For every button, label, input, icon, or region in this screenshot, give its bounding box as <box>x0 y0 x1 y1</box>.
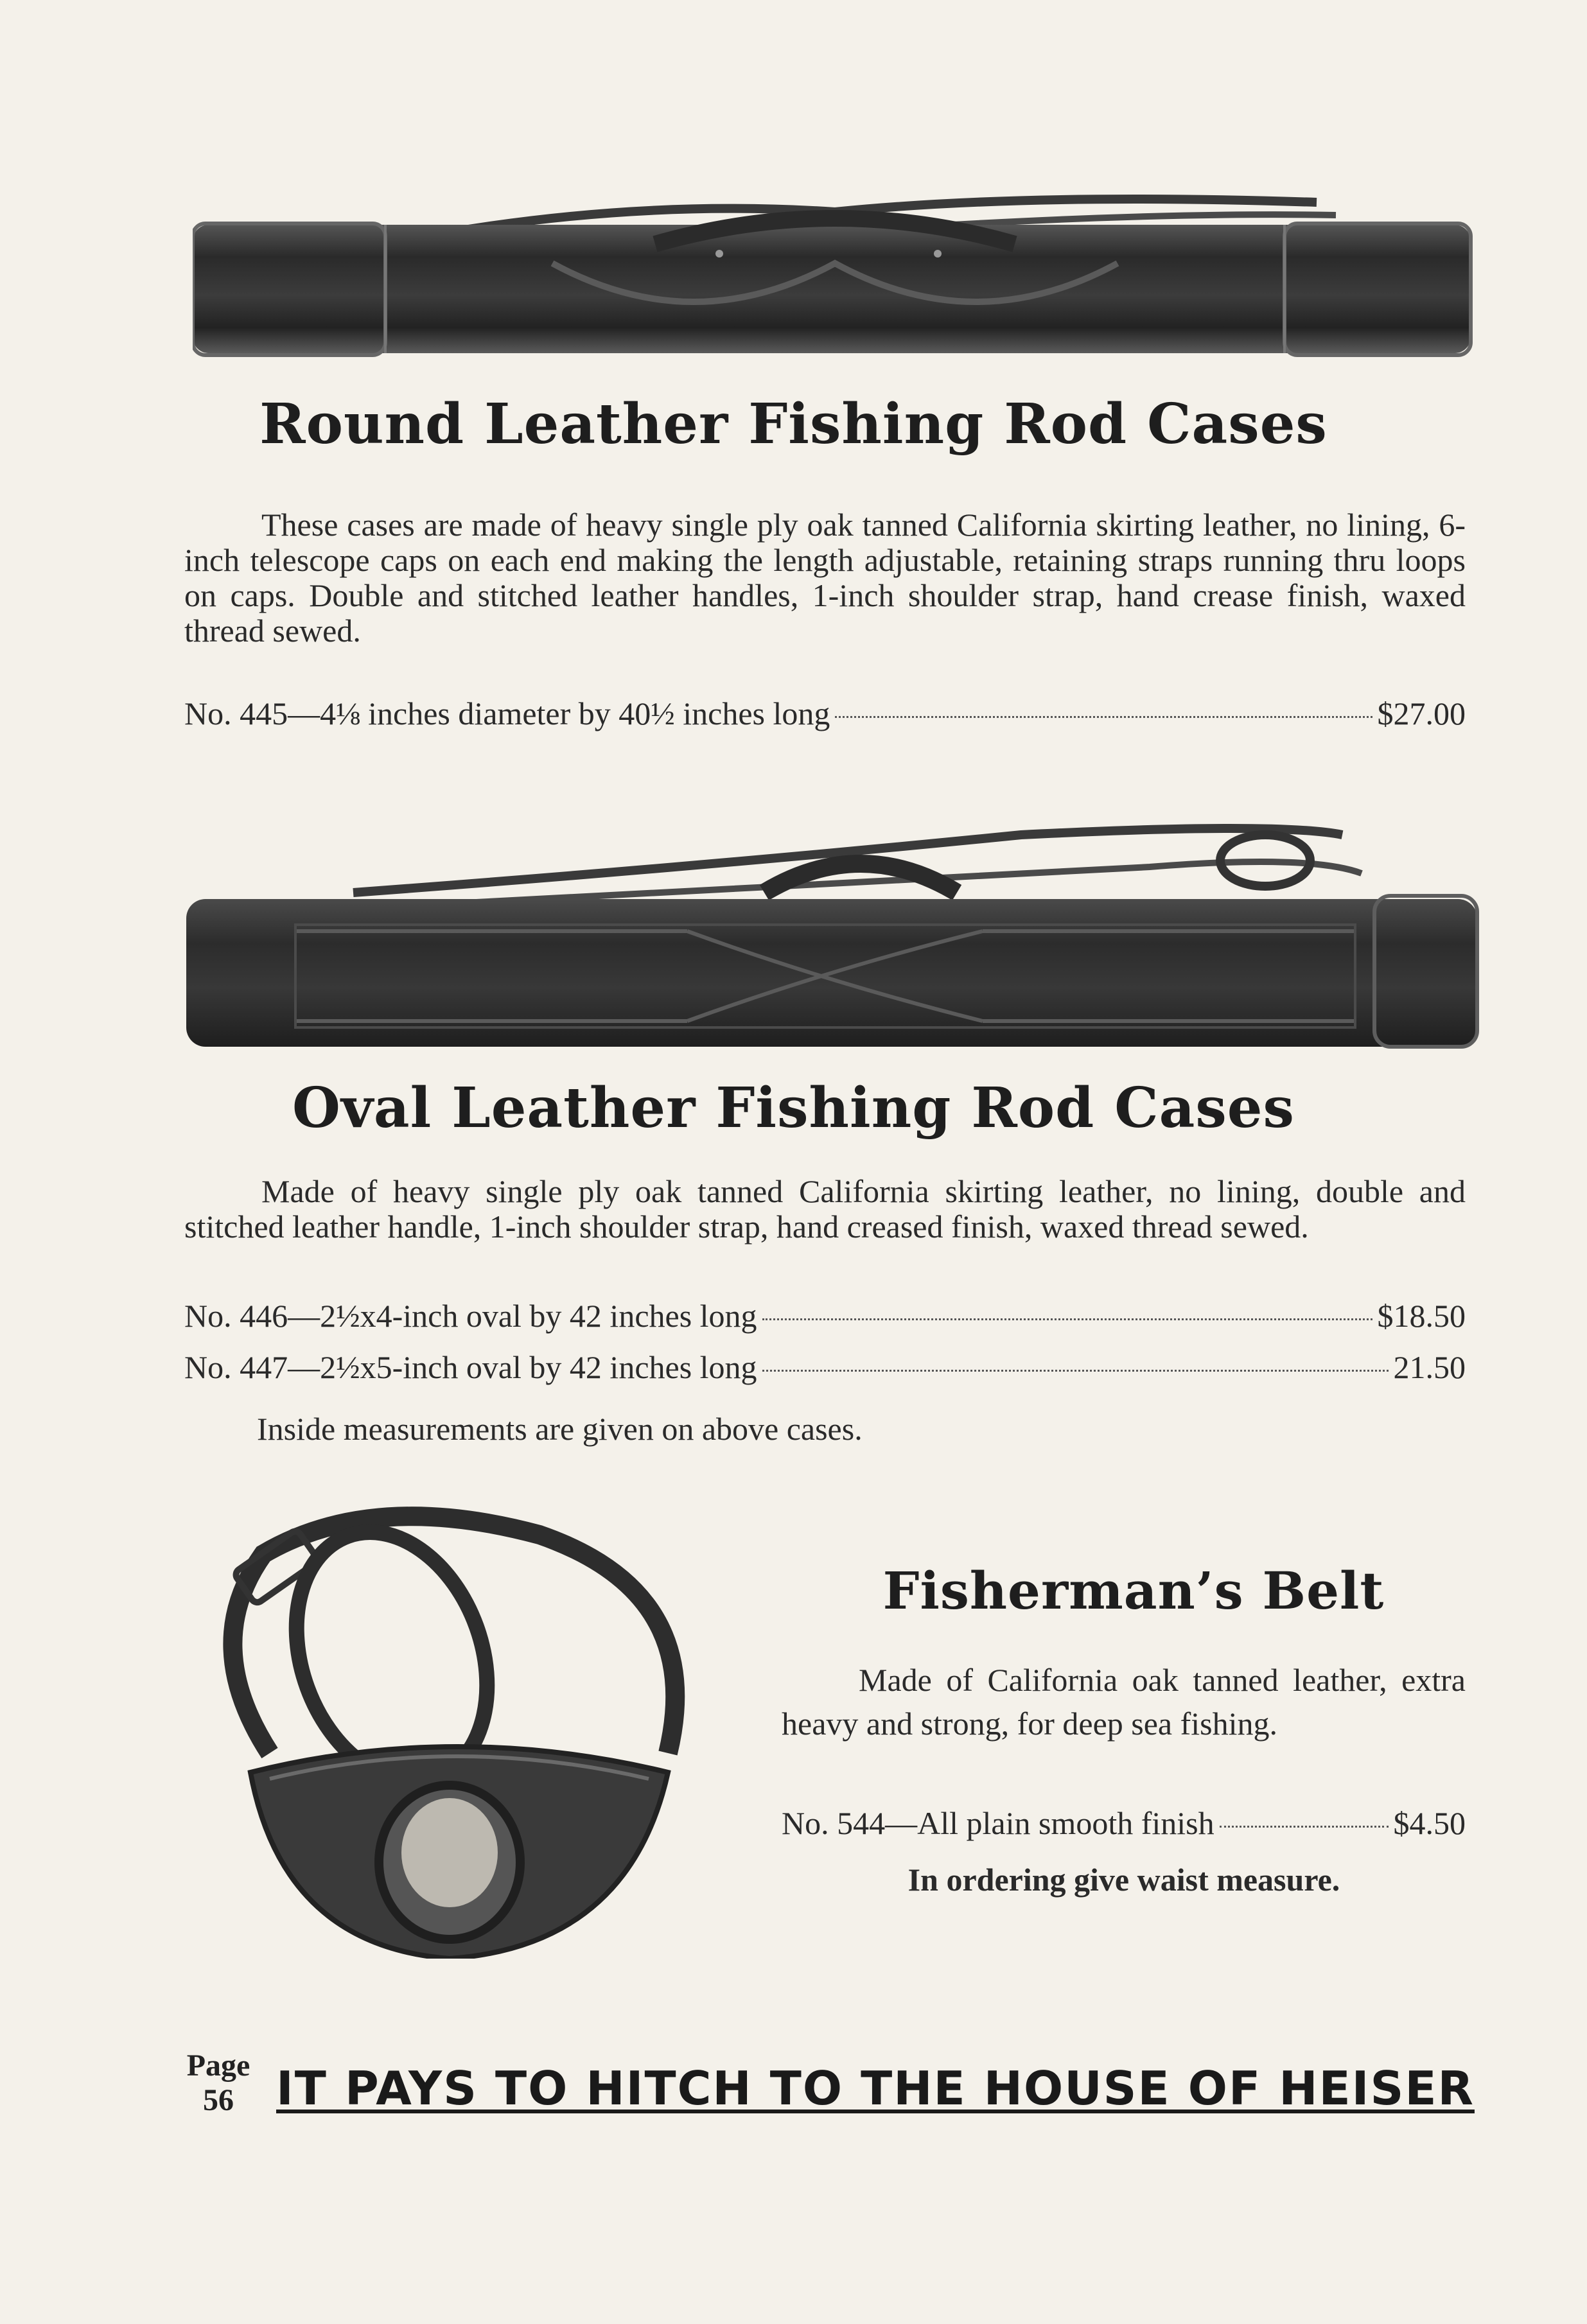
item-price: $18.50 <box>1377 1298 1466 1334</box>
belt-description: Made of California oak tanned leather, extra heavy and strong, for deep sea fishing. <box>782 1662 1466 1742</box>
oval-rod-case-image <box>186 816 1484 1053</box>
item-price: $4.50 <box>1393 1805 1466 1841</box>
page-number-block <box>177 2049 260 2118</box>
leader-dots <box>1220 1826 1389 1828</box>
item-label: No. 544—All plain smooth finish <box>782 1805 1214 1841</box>
price-line-544 <box>782 1804 1466 1842</box>
leader-dots <box>762 1318 1372 1320</box>
oval-case-title: Oval Leather Fishing Rod Cases <box>292 1076 1295 1140</box>
leader-dots <box>762 1370 1389 1372</box>
round-case-title: Round Leather Fishing Rod Cases <box>259 392 1328 457</box>
footer-slogan: IT PAYS TO HITCH TO THE HOUSE OF HEISER <box>276 2061 1475 2115</box>
oval-rod-case-illustration <box>186 816 1484 1053</box>
item-label: No. 445—4⅛ inches diameter by 40½ inches long <box>184 695 830 731</box>
price-line-447 <box>184 1349 1466 1386</box>
round-case-description: These cases are made of heavy single ply oak tanned California skirting leather, no lining, 6-inch telescope caps on each end making the length adjustable, retaining straps running thru loops on caps. Double and stitched leather handles, 1-inch shoulder strap, hand crease finish, waxed thread sewed. <box>184 507 1466 649</box>
item-label: No. 446—2½x4-inch oval by 42 inches long <box>184 1298 757 1334</box>
page-number: 56 <box>203 2083 234 2117</box>
belt-title: Fisherman’s Belt <box>882 1560 1385 1621</box>
price-line-446 <box>184 1297 1466 1334</box>
fishermans-belt-illustration <box>180 1496 713 1959</box>
round-rod-case-image <box>193 173 1477 379</box>
item-label: No. 447—2½x5-inch oval by 42 inches long <box>184 1349 757 1385</box>
oval-case-note: Inside measurements are given on above cases. <box>257 1411 863 1447</box>
item-price: $27.00 <box>1377 695 1466 731</box>
fishermans-belt-image <box>180 1496 713 1959</box>
leader-dots <box>835 716 1372 718</box>
oval-case-description: Made of heavy single ply oak tanned California skirting leather, no lining, double and stitched leather handle, 1-inch shoulder strap, hand creased finish, waxed thread sewed. <box>184 1173 1466 1245</box>
item-price: 21.50 <box>1393 1349 1466 1385</box>
page-label: Page <box>186 2049 250 2083</box>
price-line-445 <box>184 695 1466 732</box>
belt-ordering-note: In ordering give waist measure. <box>907 1862 1340 1898</box>
round-rod-case-illustration <box>193 173 1477 379</box>
